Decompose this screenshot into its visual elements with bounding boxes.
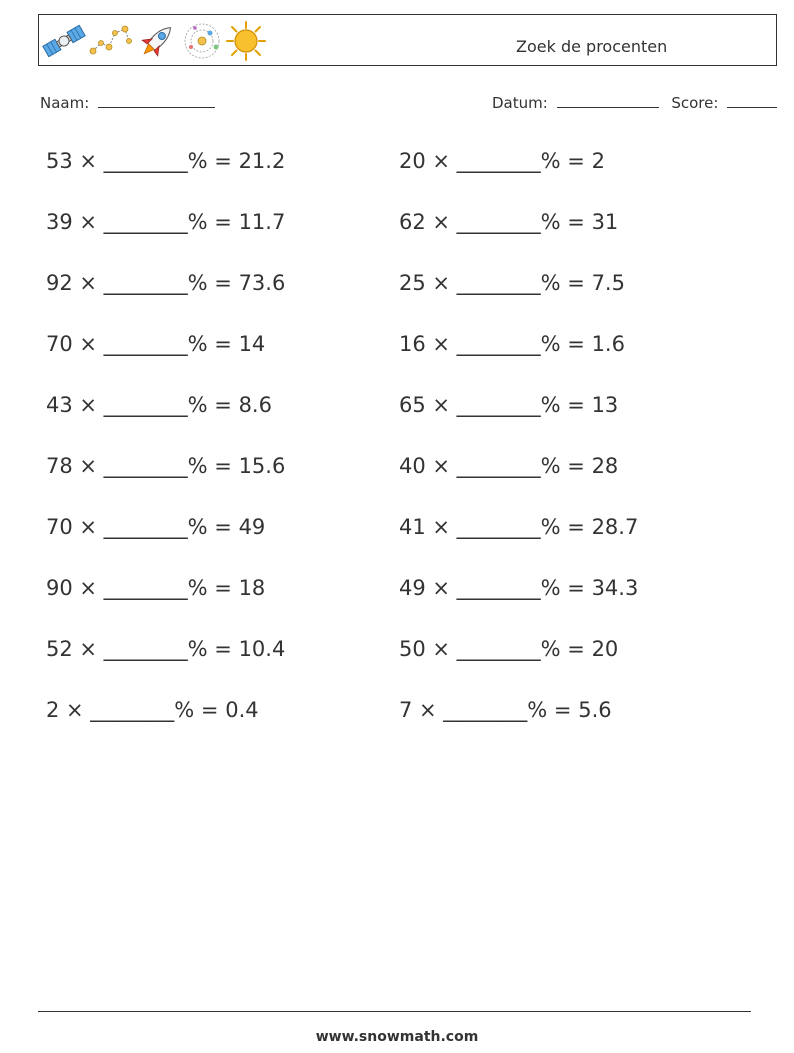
footer-divider <box>38 1011 751 1012</box>
worksheet-title: Zoek de procenten <box>516 37 668 56</box>
score-blank[interactable] <box>727 95 777 108</box>
problem-right-2: 62 × ________% = 31 <box>399 210 619 234</box>
problem-left-6: 78 × ________% = 15.6 <box>46 454 286 478</box>
problem-right-4: 16 × ________% = 1.6 <box>399 332 625 356</box>
sun-icon <box>225 20 267 62</box>
score-label: Score: <box>671 94 719 112</box>
date-label: Datum: <box>492 94 548 112</box>
problem-right-6: 40 × ________% = 28 <box>399 454 619 478</box>
problem-left-7: 70 × ________% = 49 <box>46 515 266 539</box>
problem-left-8: 90 × ________% = 18 <box>46 576 266 600</box>
name-blank[interactable] <box>98 95 215 108</box>
problem-right-8: 49 × ________% = 34.3 <box>399 576 639 600</box>
problem-left-5: 43 × ________% = 8.6 <box>46 393 272 417</box>
constellation-icon <box>89 21 133 61</box>
rocket-icon <box>135 19 179 63</box>
problem-right-3: 25 × ________% = 7.5 <box>399 271 625 295</box>
header-icons <box>41 19 267 63</box>
solar-system-icon <box>181 20 223 62</box>
worksheet-header <box>38 14 777 66</box>
problem-right-1: 20 × ________% = 2 <box>399 149 605 173</box>
problem-right-10: 7 × ________% = 5.6 <box>399 698 612 722</box>
problem-left-3: 92 × ________% = 73.6 <box>46 271 286 295</box>
problem-right-7: 41 × ________% = 28.7 <box>399 515 639 539</box>
problem-left-2: 39 × ________% = 11.7 <box>46 210 286 234</box>
footer-url: www.snowmath.com <box>315 1029 479 1045</box>
problem-left-10: 2 × ________% = 0.4 <box>46 698 259 722</box>
name-label: Naam: <box>40 94 90 112</box>
name-field <box>40 94 215 112</box>
problem-left-9: 52 × ________% = 10.4 <box>46 637 286 661</box>
problem-right-5: 65 × ________% = 13 <box>399 393 619 417</box>
satellite-icon <box>41 21 87 61</box>
date-score-field <box>492 94 777 112</box>
problem-left-4: 70 × ________% = 14 <box>46 332 266 356</box>
date-blank[interactable] <box>557 95 659 108</box>
problem-left-1: 53 × ________% = 21.2 <box>46 149 286 173</box>
problem-right-9: 50 × ________% = 20 <box>399 637 619 661</box>
